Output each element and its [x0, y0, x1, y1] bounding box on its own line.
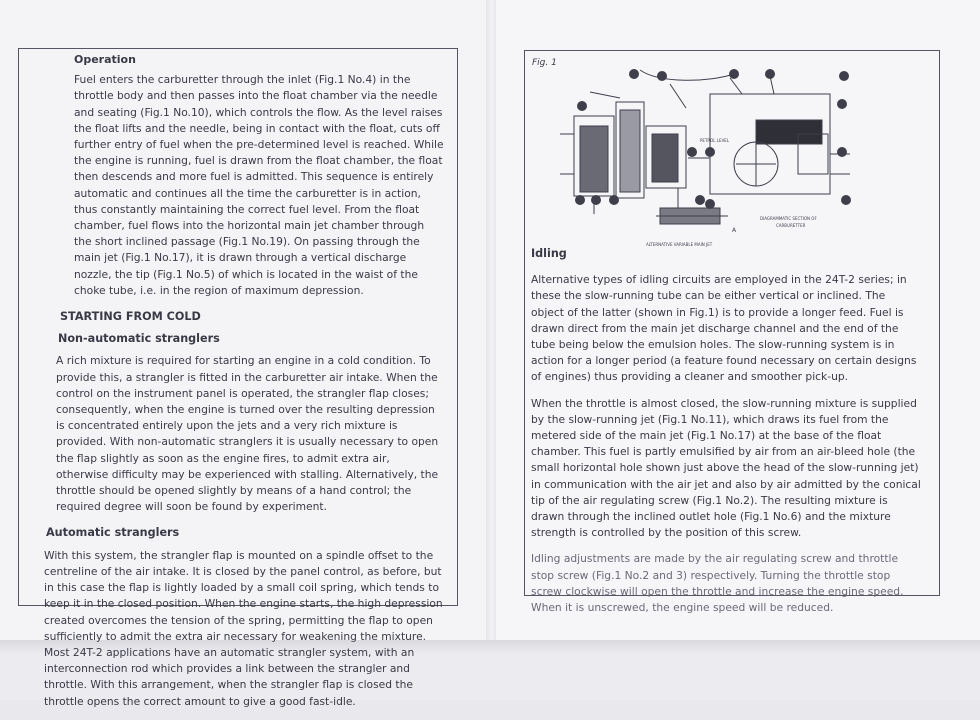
inlet-lines — [560, 134, 574, 174]
jet-housing-fill — [620, 110, 640, 192]
callout-11 — [575, 195, 585, 205]
section-a-label: A — [732, 227, 737, 234]
alt-main-jet-label: ALTERNATIVE VARIABLE MAIN JET — [646, 242, 713, 247]
leader-lines — [590, 76, 774, 108]
left-column — [30, 52, 444, 720]
callout-13 — [609, 195, 619, 205]
carburetter-diagram — [560, 64, 860, 250]
callout-3 — [729, 69, 739, 79]
top-linkage — [640, 70, 734, 80]
idling-paragraph-2: When the throttle is almost closed, the slow-running mixture is supplied by the slow-running jet (Fig.1 No.11), which draws its fuel from the metered side of the main jet (Fig.1 No.17) at the base of the float chamber. This fuel is partly emulsified by air from an air-bleed hole (the small horizontal hole shown just above the head of the slow-running jet) in communication with the air jet and also by air admitted by the conical tip of the air regulating screw (Fig.1 No.2). The resulting mixture is drawn through the inclined outlet hole (Fig.1 No.6) and the mixture strength is controlled by the position of this screw. — [531, 396, 921, 540]
callout-2 — [657, 71, 667, 81]
right-column — [531, 244, 921, 626]
carburetter-label: CARBURETTER — [776, 223, 806, 228]
callout-9 — [705, 147, 715, 157]
callout-6 — [577, 101, 587, 111]
non-automatic-stranglers-heading: Non-automatic stranglers — [58, 332, 220, 346]
callout-5 — [839, 71, 849, 81]
non-automatic-paragraph: A rich mixture is required for starting an engine in a cold condition. To provide this, a strangler is fitted in the carburetter air intake. When the control on the instrument panel is operated, the strangler flap closes; consequently, when the engine is turned over the resulting depression is concentrated entirely upon the jets and a very rich mixture is provided. With non-automatic stranglers it is usually necessary to open the flap slightly as soon as the engine fires, to admit extra air, otherwise difficulty may be experienced with stalling. Alternatively, the throttle should be opened slightly by means of a hand control; the required degree will soon be found by experiment. — [56, 354, 439, 514]
callout-7 — [837, 99, 847, 109]
automatic-stranglers-heading: Automatic stranglers — [46, 526, 180, 540]
float-chamber-fill — [580, 126, 608, 192]
automatic-paragraph: With this system, the strangler flap is mounted on a spindle offset to the centreline of the air intake. It is closed by the panel control, as before, but in this case the flap is lightly loaded by a small coil spring, which tends to keep it in the closed position. When the engine starts, the high depression created overcomes the tension of the spring, permitting the flap to open sufficiently to admit the extra air necessary for weakening the mixture. Most 24T-2 applications have an automatic strangler system, with an interconnection rod which provides a link between the strangler and throttle. With this arrangement, when the strangler flap is closed the throttle opens the correct amount to give a good fast-idle. — [44, 548, 443, 708]
callout-4 — [765, 69, 775, 79]
idling-paragraph-1: Alternative types of idling circuits are employed in the 24T-2 series; in these the slow-running tube can be either vertical or inclined. The object of the latter (shown in Fig.1) is to provide a longer feed. Fuel is drawn direct from the main jet discharge channel and the end of the tube being below the emulsion holes. The slow-running system is in action for a longer period (a feature found necessary on certain designs of engines) thus providing a cleaner and smoother pick-up. — [531, 273, 917, 384]
idling-heading: Idling — [531, 247, 567, 260]
callout-8 — [687, 147, 697, 157]
figure-label: Fig. 1 — [532, 58, 557, 68]
callout-15 — [705, 199, 715, 209]
starting-from-cold-heading: STARTING FROM COLD — [60, 310, 201, 324]
callout-14 — [695, 195, 705, 205]
callout-16 — [841, 195, 851, 205]
callout-1 — [629, 69, 639, 79]
emulsion-fill — [652, 134, 678, 182]
choke-band — [756, 120, 822, 144]
operation-heading: Operation — [74, 53, 136, 66]
page-gutter — [486, 0, 496, 640]
throttle-spindle — [736, 142, 776, 186]
callout-12 — [591, 195, 601, 205]
operation-paragraph: Fuel enters the carburetter through the inlet (Fig.1 No.4) in the throttle body and then passes into the float chamber via the needle and seating (Fig.1 No.10), which controls the flow. As the level raises the float lifts and the needle, being in contact with the float, cuts off further entry of fuel when the pre-determined level is reached. While the engine is running, fuel is drawn from the float chamber, the float then descends and more fuel is admitted. This sequence is entirely automatic and continues all the time the carburetter is in action, thus constantly maintaining the correct fuel level. From the float chamber, fuel flows into the horizontal main jet chamber through the short inclined passage (Fig.1 No.19). On passing through the main jet (Fig.1 No.17), it is drawn through a vertical discharge nozzle, the tip (Fig.1 No.5) of which is located in the waist of the choke tube, i.e. in the region of maximum depression. — [74, 73, 444, 297]
idling-paragraph-3: Idling adjustments are made by the air regulating screw and throttle stop screw (Fig.1 No.2 and 3) respectively. Turning the throttle stop screw clockwise will open the throttle and increase the engine speed. When it is unscrewed, the engine speed will be reduced. — [531, 552, 904, 615]
diagrammatic-section-label: DIAGRAMMATIC SECTION OF — [760, 216, 817, 221]
callout-10 — [837, 147, 847, 157]
petrol-level-label: PETROL LEVEL — [700, 138, 730, 143]
